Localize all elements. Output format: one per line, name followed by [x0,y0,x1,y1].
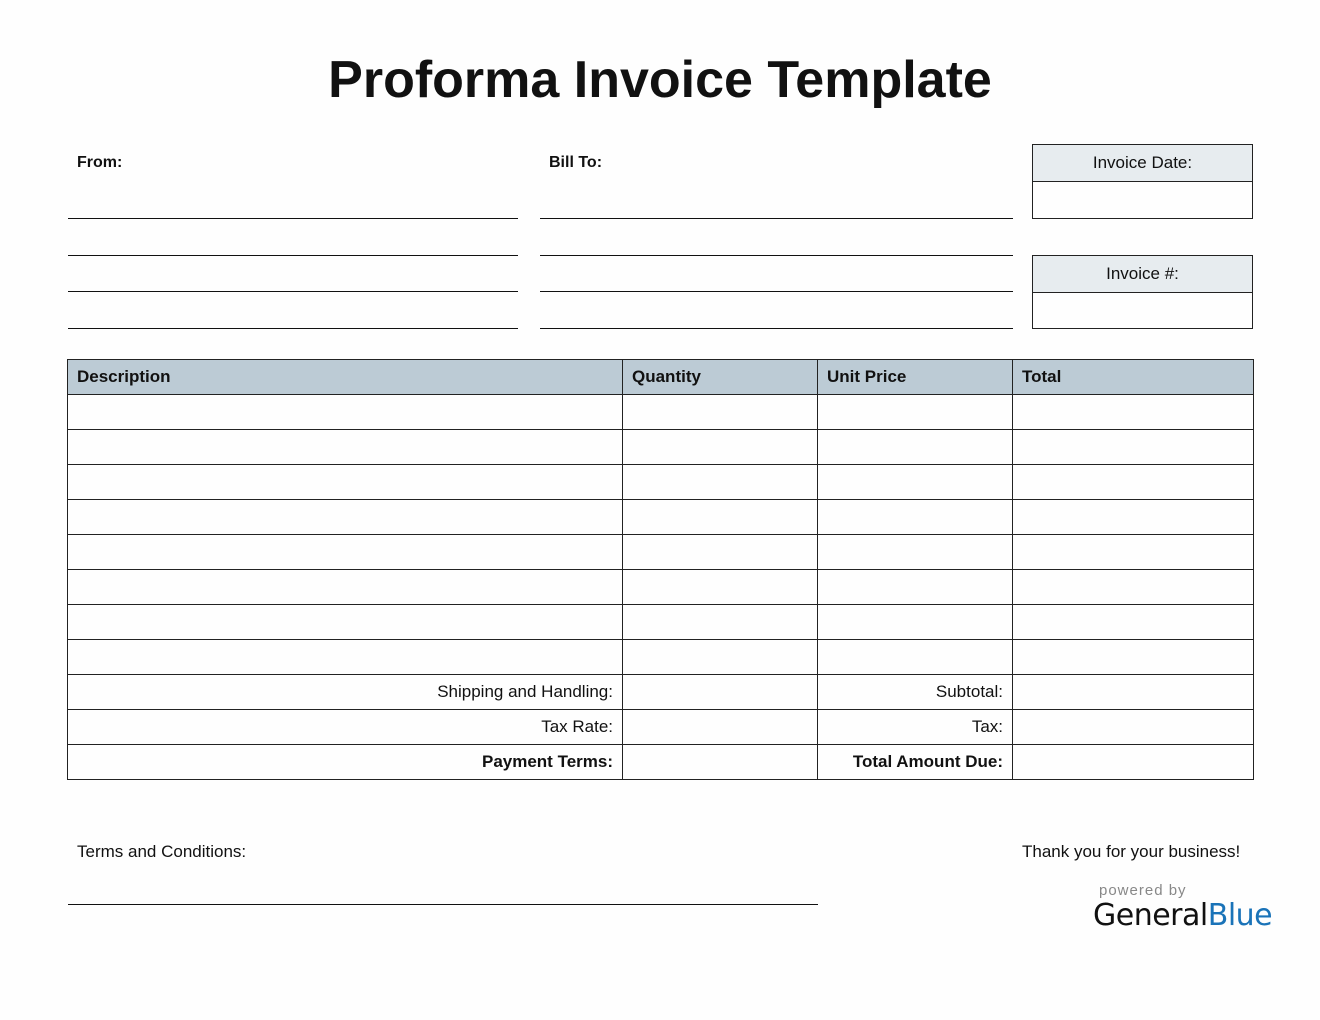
unit-price-cell[interactable] [818,570,1013,605]
total-cell[interactable] [1013,570,1254,605]
total-due-field[interactable] [1013,745,1254,780]
bill-to-line-3[interactable] [540,291,1013,292]
payment-terms-label: Payment Terms: [68,745,623,780]
table-row [68,500,1254,535]
total-cell[interactable] [1013,640,1254,675]
column-header-total: Total [1013,360,1254,395]
table-row [68,640,1254,675]
page-title: Proforma Invoice Template [328,51,992,109]
unit-price-cell[interactable] [818,395,1013,430]
quantity-cell[interactable] [623,605,818,640]
items-table [67,359,1254,780]
unit-price-cell[interactable] [818,535,1013,570]
total-due-label: Total Amount Due: [818,745,1013,780]
summary-row-total [68,745,1254,780]
shipping-label: Shipping and Handling: [68,675,623,710]
description-cell[interactable] [68,395,623,430]
quantity-cell[interactable] [623,465,818,500]
description-cell[interactable] [68,605,623,640]
total-cell[interactable] [1013,500,1254,535]
invoice-number-label: Invoice #: [1033,256,1252,293]
column-header-unit-price: Unit Price [818,360,1013,395]
subtotal-field[interactable] [1013,675,1254,710]
quantity-cell[interactable] [623,430,818,465]
column-header-description: Description [68,360,623,395]
description-cell[interactable] [68,640,623,675]
quantity-cell[interactable] [623,570,818,605]
bill-to-line-1[interactable] [540,218,1013,219]
bill-to-line-2[interactable] [540,255,1013,256]
table-row [68,395,1254,430]
brand-blue: Blue [1207,898,1273,933]
unit-price-cell[interactable] [818,465,1013,500]
quantity-cell[interactable] [623,640,818,675]
from-line-1[interactable] [68,218,518,219]
quantity-cell[interactable] [623,500,818,535]
table-header-row [68,360,1254,395]
brand-general: General [1093,898,1208,933]
table-row [68,605,1254,640]
summary-row-shipping [68,675,1254,710]
description-cell[interactable] [68,430,623,465]
subtotal-label: Subtotal: [818,675,1013,710]
total-cell[interactable] [1013,430,1254,465]
quantity-cell[interactable] [623,395,818,430]
bill-to-label: Bill To: [549,154,603,171]
unit-price-cell[interactable] [818,430,1013,465]
unit-price-cell[interactable] [818,605,1013,640]
invoice-date-label: Invoice Date: [1033,145,1252,182]
tax-rate-field[interactable] [623,710,818,745]
table-row [68,430,1254,465]
description-cell[interactable] [68,465,623,500]
from-line-2[interactable] [68,255,518,256]
terms-label: Terms and Conditions: [77,842,247,861]
total-cell[interactable] [1013,395,1254,430]
total-cell[interactable] [1013,535,1254,570]
thank-you-text: Thank you for your business! [1022,842,1241,861]
table-row [68,465,1254,500]
tax-rate-label: Tax Rate: [68,710,623,745]
tax-field[interactable] [1013,710,1254,745]
from-label: From: [77,154,123,171]
generalblue-logo [1093,898,1272,933]
from-line-4[interactable] [68,328,518,329]
summary-row-tax [68,710,1254,745]
table-row [68,535,1254,570]
invoice-date-box [1032,144,1253,219]
table-row [68,570,1254,605]
terms-line[interactable] [68,904,818,905]
tax-label: Tax: [818,710,1013,745]
description-cell[interactable] [68,500,623,535]
bill-to-line-4[interactable] [540,328,1013,329]
description-cell[interactable] [68,570,623,605]
unit-price-cell[interactable] [818,640,1013,675]
payment-terms-field[interactable] [623,745,818,780]
powered-by-text: powered by [1099,882,1187,899]
unit-price-cell[interactable] [818,500,1013,535]
invoice-number-field[interactable] [1033,293,1252,327]
total-cell[interactable] [1013,465,1254,500]
column-header-quantity: Quantity [623,360,818,395]
description-cell[interactable] [68,535,623,570]
total-cell[interactable] [1013,605,1254,640]
quantity-cell[interactable] [623,535,818,570]
invoice-date-field[interactable] [1033,182,1252,216]
invoice-number-box [1032,255,1253,329]
from-line-3[interactable] [68,291,518,292]
shipping-field[interactable] [623,675,818,710]
